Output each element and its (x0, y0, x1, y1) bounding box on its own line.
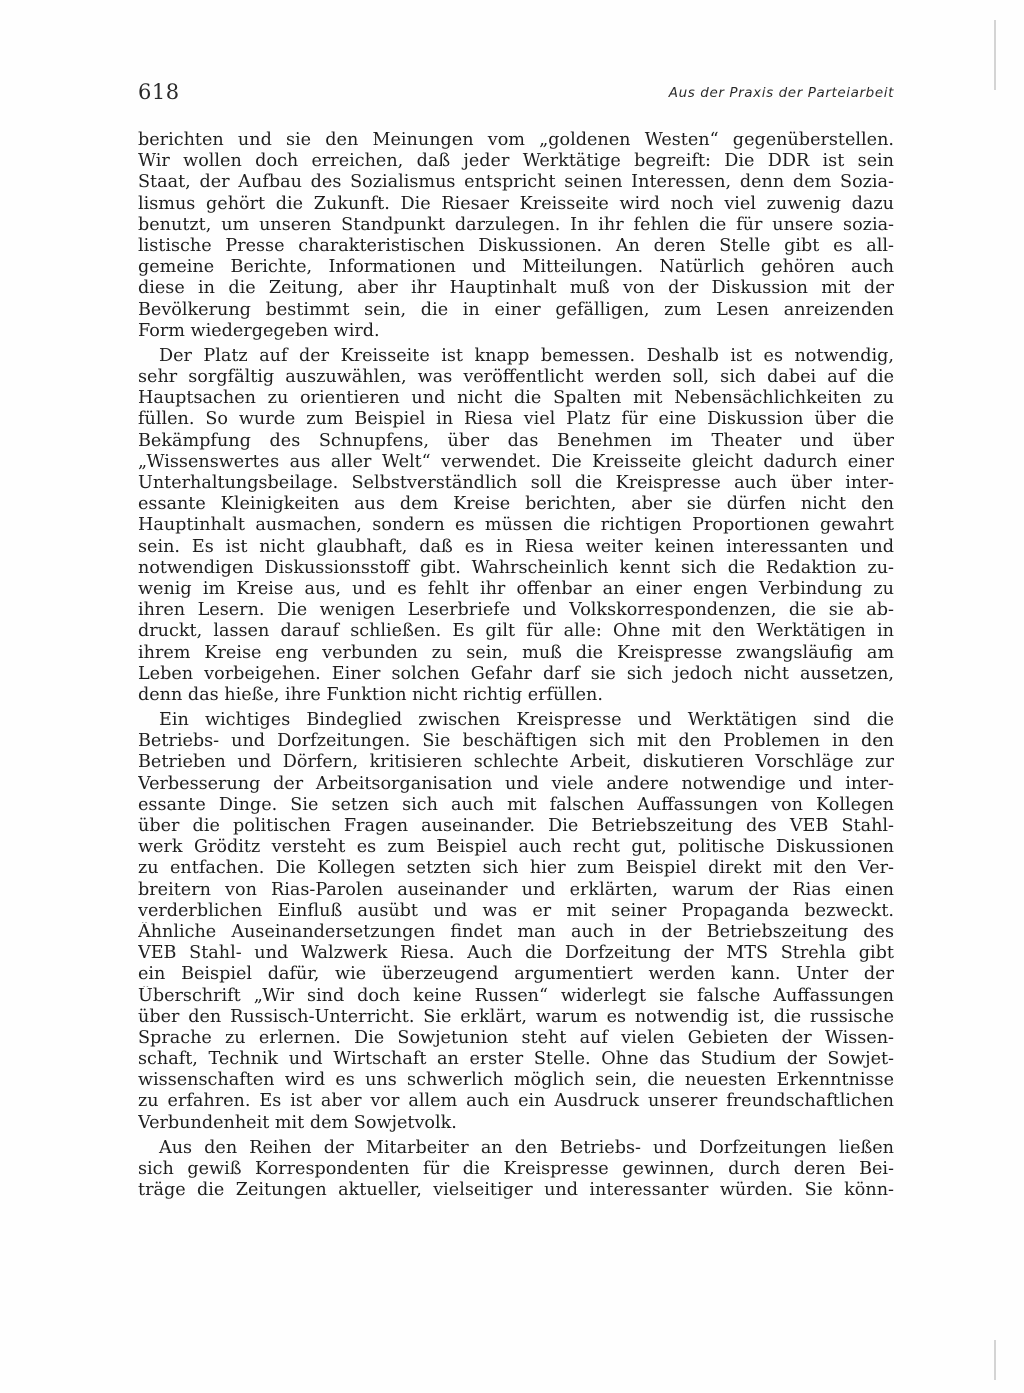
text-line: wissenschaften wird es uns schwerlich möglich sein, die neuesten Erkenntnisse (138, 1070, 894, 1091)
text-line: notwendigen Diskussionsstoff gibt. Wahrscheinlich kennt sich die Redaktion zu- (138, 557, 894, 578)
text-line: benutzt, um unseren Standpunkt darzulegen. In ihr fehlen die für unsere sozia- (138, 214, 894, 235)
text-line: Überschrift „Wir sind doch keine Russen“ widerlegt sie falsche Auffassungen (138, 985, 894, 1006)
text-line: wenig im Kreise aus, und es fehlt ihr offenbar an einer engen Verbindung zu (138, 578, 894, 599)
text-line: ihrem Kreise eng verbunden zu sein, muß die Kreispresse zwangsläufig am (138, 642, 894, 663)
text-line: zu erfahren. Es ist aber vor allem auch ein Ausdruck unserer freundschaftlichen (138, 1091, 894, 1112)
running-head (138, 80, 894, 106)
text-line: Bekämpfung des Schnupfens, über das Benehmen im Theater und über (138, 430, 894, 451)
text-line: werk Gröditz versteht es zum Beispiel auch recht gut, politische Diskussionen (138, 837, 894, 858)
text-line: sein. Es ist nicht glaubhaft, daß es in Riesa weiter keinen interessanten und (138, 536, 894, 557)
scan-edge-mark (994, 1340, 996, 1380)
text-line: zu entfachen. Die Kollegen setzten sich hier zum Beispiel direkt mit den Ver- (138, 858, 894, 879)
text-line: „Wissenswertes aus aller Welt“ verwendet. Die Kreisseite gleicht dadurch einer (138, 451, 894, 472)
text-line: denn das hieße, ihre Funktion nicht richtig erfüllen. (138, 684, 603, 705)
body-text (138, 130, 894, 1201)
page-number: 618 (138, 80, 180, 104)
text-line: VEB Stahl- und Walzwerk Riesa. Auch die Dorfzeitung der MTS Strehla gibt (138, 943, 894, 964)
text-line: sehr sorgfältig auszuwählen, was veröffentlicht werden soll, sich dabei auf die (138, 367, 894, 388)
paragraph (138, 346, 894, 706)
text-line: Hauptinhalt ausmachen, sondern es müssen die richtigen Proportionen gewahrt (138, 515, 894, 536)
text-line: essante Dinge. Sie setzen sich auch mit falschen Auffassungen von Kollegen (138, 794, 894, 815)
text-line: füllen. So wurde zum Beispiel in Riesa viel Platz für eine Diskussion über die (138, 409, 894, 430)
text-line: Staat, der Aufbau des Sozialismus entspricht seinen Interessen, denn dem Sozia- (138, 172, 894, 193)
running-title: Aus der Praxis der Parteiarbeit (668, 85, 894, 101)
text-line: träge die Zeitungen aktueller, vielseitiger und interessanter würden. Sie könn- (138, 1180, 894, 1201)
text-line: Verbesserung der Arbeitsorganisation und viele andere notwendige und inter- (138, 773, 894, 794)
text-line: druckt, lassen darauf schließen. Es gilt für alle: Ohne mit den Werktätigen in (138, 621, 894, 642)
paragraph (138, 710, 894, 1134)
text-line: Bevölkerung bestimmt sein, die in einer gefälligen, zum Lesen anreizenden (138, 299, 894, 320)
text-line: schaft, Technik und Wirtschaft an erster Stelle. Ohne das Studium der Sowjet- (138, 1049, 894, 1070)
text-line: Wir wollen doch erreichen, daß jeder Werktätige begreift: Die DDR ist sein (138, 151, 894, 172)
scan-edge-mark (994, 20, 996, 90)
text-line: lismus gehört die Zukunft. Die Riesaer Kreisseite wird noch viel zuwenig dazu (138, 193, 894, 214)
text-line: ein Beispiel dafür, wie überzeugend argumentiert werden kann. Unter der (138, 964, 894, 985)
text-line: gemeine Berichte, Informationen und Mitteilungen. Natürlich gehören auch (138, 257, 894, 278)
text-line: Betrieben und Dörfern, kritisieren schlechte Arbeit, diskutieren Vorschläge zur (138, 752, 894, 773)
text-line: Ähnliche Auseinandersetzungen findet man auch in der Betriebszeitung des (138, 921, 894, 942)
text-line: listische Presse charakteristischen Diskussionen. An deren Stelle gibt es all- (138, 235, 894, 256)
text-line: Verbundenheit mit dem Sowjetvolk. (138, 1112, 457, 1133)
paragraph (138, 1138, 894, 1202)
text-line: Unterhaltungsbeilage. Selbstverständlich soll die Kreispresse auch über inter- (138, 473, 894, 493)
text-line: essante Kleinigkeiten aus dem Kreise berichten, aber sie dürfen nicht den (138, 494, 894, 515)
text-line: Form wiedergegeben wird. (138, 320, 380, 341)
text-line: über den Russisch-Unterricht. Sie erklärt, warum es notwendig ist, die russische (138, 1006, 894, 1027)
text-line: über die politischen Fragen auseinander. Die Betriebszeitung des VEB Stahl- (138, 816, 894, 836)
text-line: Hauptsachen zu orientieren und nicht die Spalten mit Nebensächlichkeiten zu (138, 388, 894, 409)
text-line: diese in die Zeitung, aber ihr Hauptinhalt muß von der Diskussion mit der (138, 278, 894, 299)
text-line: Betriebs- und Dorfzeitungen. Sie beschäftigen sich mit den Problemen in den (138, 731, 894, 752)
text-line: ihren Lesern. Die wenigen Leserbriefe und Volkskorrespondenzen, die sie ab- (138, 600, 894, 621)
paragraph (138, 130, 894, 342)
text-line: berichten und sie den Meinungen vom „goldenen Westen“ gegenüberstellen. (138, 130, 894, 150)
text-line: verderblichen Einfluß ausübt und was er mit seiner Propaganda bezweckt. (138, 900, 894, 921)
text-line: Der Platz auf der Kreisseite ist knapp bemessen. Deshalb ist es notwendig, (159, 345, 894, 366)
text-line: Aus den Reihen der Mitarbeiter an den Betriebs- und Dorfzeitungen ließen (159, 1137, 894, 1158)
text-line: breitern von Rias-Parolen auseinander und erklärten, warum der Rias einen (138, 879, 894, 900)
text-line: Leben vorbeigehen. Einer solchen Gefahr darf sie sich jedoch nicht aussetzen, (138, 663, 894, 684)
text-line: Ein wichtiges Bindeglied zwischen Kreispresse und Werktätigen sind die (159, 710, 894, 731)
text-line: sich gewiß Korrespondenten für die Kreispresse gewinnen, durch deren Bei- (138, 1159, 894, 1179)
text-line: Sprache zu erlernen. Die Sowjetunion steht auf vielen Gebieten der Wissen- (138, 1027, 894, 1048)
